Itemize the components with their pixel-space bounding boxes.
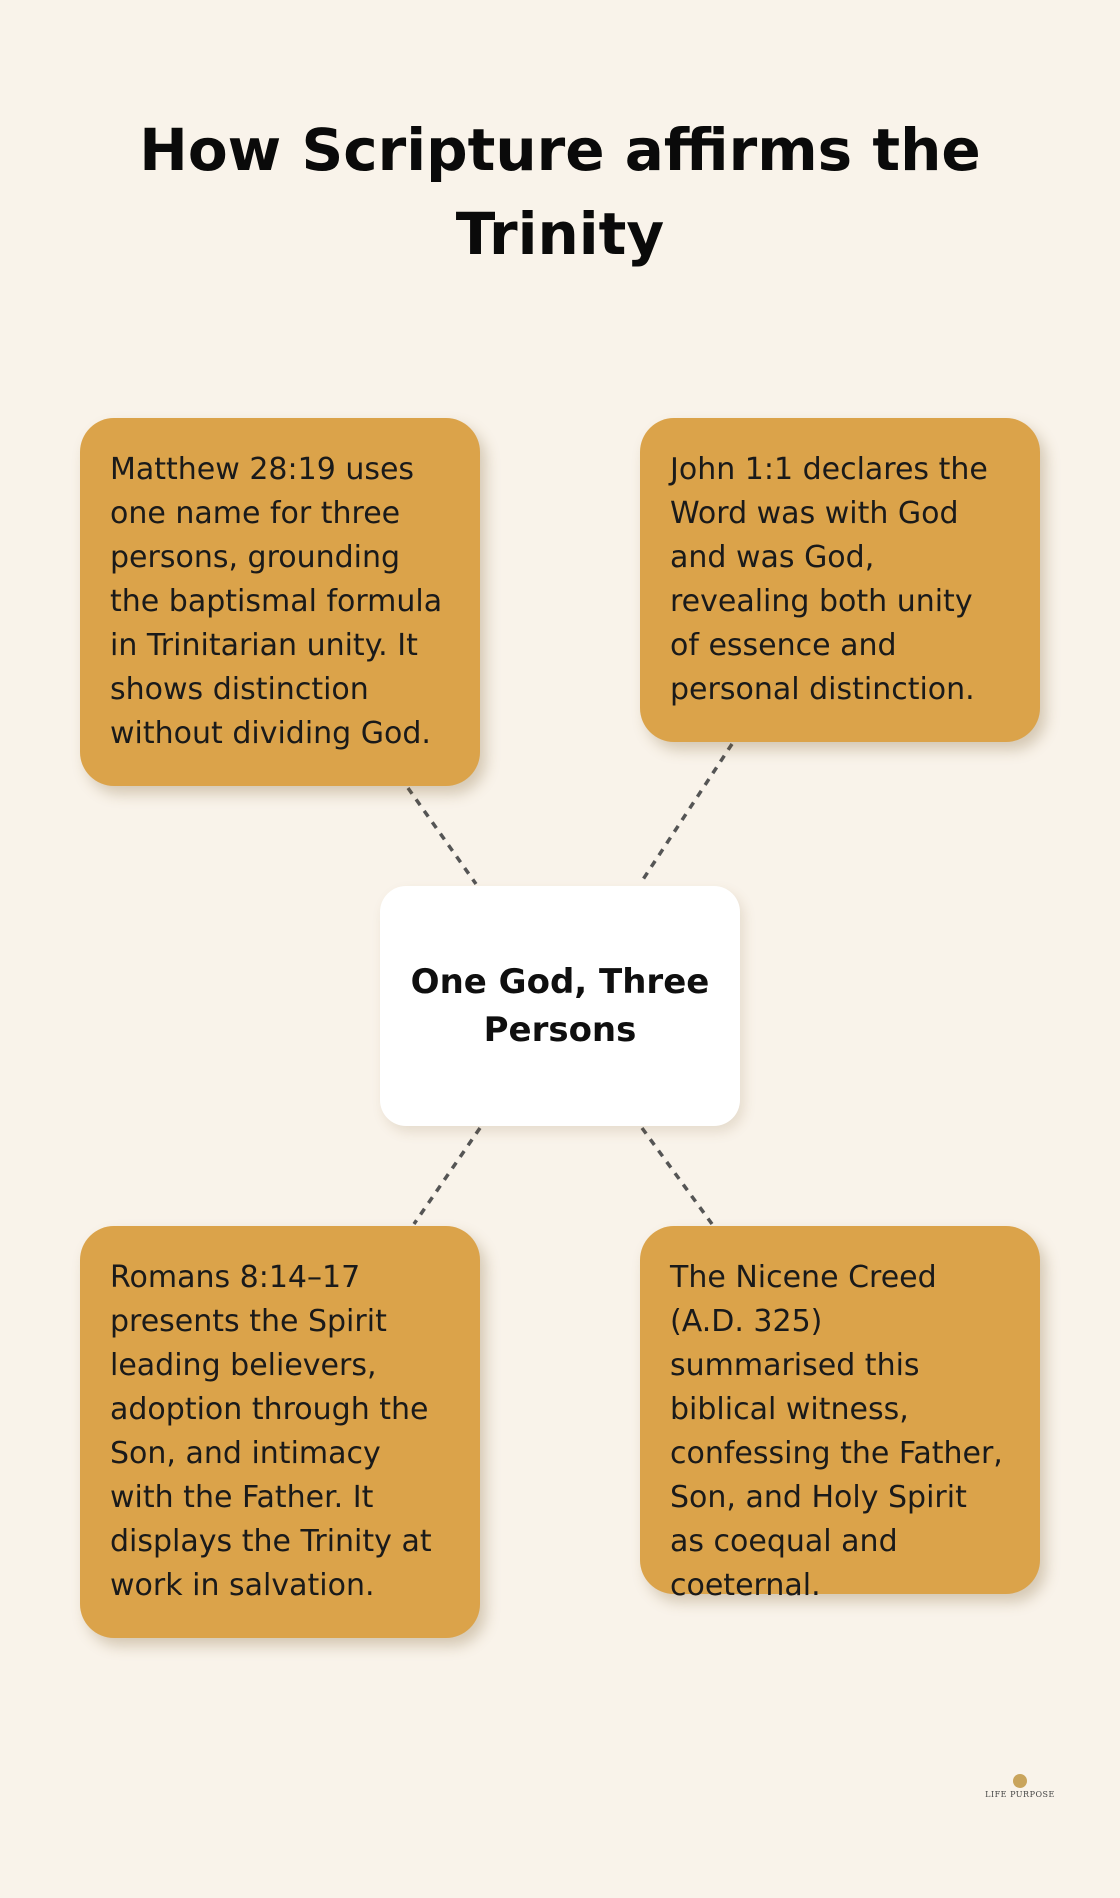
card-john	[640, 418, 1040, 742]
center-node	[380, 886, 740, 1126]
center-node-label: One God, Three Persons	[410, 962, 710, 1050]
card-nicene-creed-text: The Nicene Creed (A.D. 325) summarised this biblical witness, confessing the Father, Son, and Holy Spirit as coequal and coeternal.	[670, 1260, 1003, 1603]
connector-top-right	[640, 744, 732, 884]
card-nicene-creed	[640, 1226, 1040, 1603]
connector-bottom-left	[414, 1128, 480, 1224]
page-title: How Scripture affirms the Trinity	[139, 116, 981, 268]
card-romans	[80, 1226, 480, 1638]
tree-icon	[1013, 1774, 1027, 1788]
connector-top-left	[408, 788, 476, 884]
connector-bottom-right	[642, 1128, 712, 1224]
brand-logo-text: LIFE PURPOSE	[985, 1790, 1055, 1799]
card-john-text: John 1:1 declares the Word was with God and was God, revealing both unity of essence and personal distinction.	[670, 452, 988, 707]
card-matthew-text: Matthew 28:19 uses one name for three persons, grounding the baptismal formula in Trinitarian unity. It shows distinction without dividing God.	[110, 452, 443, 751]
card-romans-text: Romans 8:14–17 presents the Spirit leading believers, adoption through the Son, and intimacy with the Father. It displays the Trinity at work in salvation.	[110, 1260, 432, 1603]
brand-logo	[972, 1774, 1068, 1800]
card-matthew	[80, 418, 480, 786]
